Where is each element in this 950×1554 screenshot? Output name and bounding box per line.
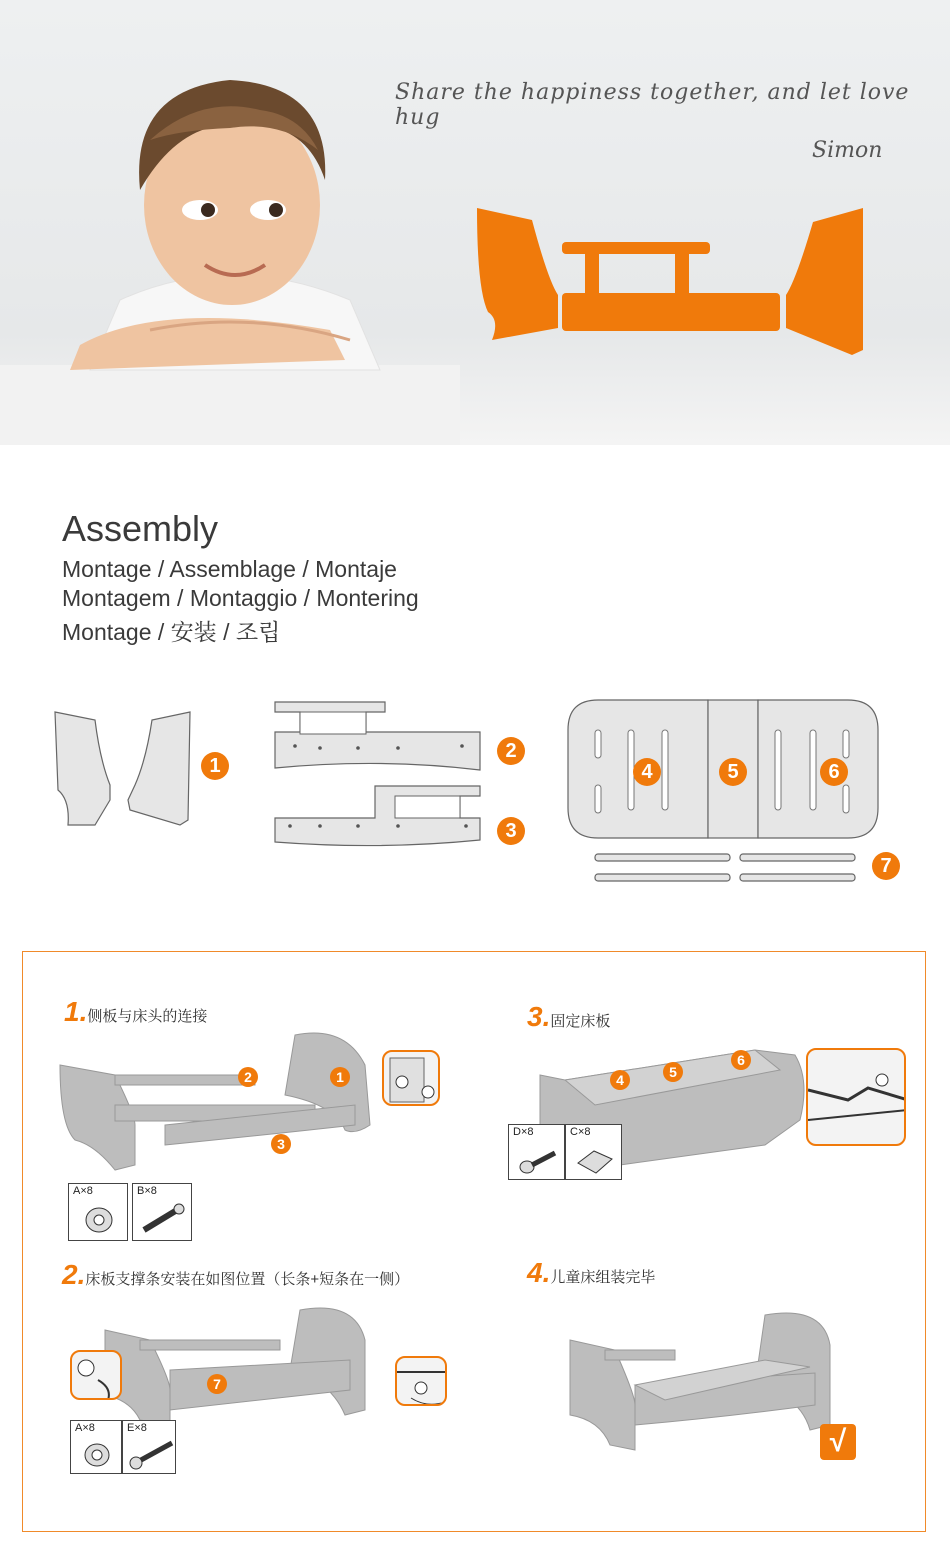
hardware-a-box-step1 xyxy=(68,1183,128,1241)
long-bolt-icon xyxy=(127,1437,175,1471)
hero-banner xyxy=(0,0,950,445)
hardware-b-box xyxy=(132,1183,192,1241)
hardware-e-label: E×8 xyxy=(127,1422,147,1434)
step-1-label-2: 2 xyxy=(238,1067,258,1087)
part-label-1: 1 xyxy=(201,752,229,780)
step-2-heading xyxy=(62,1259,409,1291)
part-label-3: 3 xyxy=(497,817,525,845)
step-1-text: 侧板与床头的连接 xyxy=(87,1008,208,1025)
assembly-subtitle-line-1: Montage / Assemblage / Montaje xyxy=(62,556,397,582)
cam-bolt-icon xyxy=(139,1202,189,1236)
step-4-illustration xyxy=(565,1305,835,1455)
step-4-heading xyxy=(527,1257,655,1289)
part-label-6: 6 xyxy=(820,758,848,786)
step-1-illustration xyxy=(55,1025,375,1175)
hardware-d-label: D×8 xyxy=(513,1126,534,1138)
step-3-number: 3. xyxy=(527,1001,551,1032)
step-4-number: 4. xyxy=(527,1257,551,1288)
hero-tagline: Share the happiness together, and let love hug xyxy=(395,80,910,130)
screw-icon xyxy=(517,1143,559,1177)
step-2-label-7: 7 xyxy=(207,1374,227,1394)
part-label-5: 5 xyxy=(719,758,747,786)
step-4-text: 儿童床组装完毕 xyxy=(550,1269,656,1286)
hardware-c-box xyxy=(565,1124,622,1180)
step-3-label-5: 5 xyxy=(663,1062,683,1082)
hardware-d-box xyxy=(508,1124,565,1180)
step-1-number: 1. xyxy=(64,996,88,1027)
bracket-icon xyxy=(574,1143,616,1177)
step-1-label-3: 3 xyxy=(271,1134,291,1154)
hardware-a-label-step2: A×8 xyxy=(75,1422,95,1434)
hardware-a-box-step2 xyxy=(70,1420,122,1474)
step-3-heading xyxy=(527,1001,610,1033)
step-1-label-1: 1 xyxy=(330,1067,350,1087)
step-3-label-6: 6 xyxy=(731,1050,751,1070)
cam-lock-icon xyxy=(81,1202,117,1236)
hardware-b-label: B×8 xyxy=(137,1185,157,1197)
step-2-illustration xyxy=(100,1300,375,1430)
assembly-title: Assembly xyxy=(62,508,219,549)
cam-lock-icon xyxy=(79,1437,115,1471)
step-3-detail-zoom xyxy=(806,1048,906,1146)
step-2-detail-zoom-left xyxy=(70,1350,122,1400)
step-2-detail-zoom-right xyxy=(395,1356,447,1406)
step-1-detail-zoom xyxy=(382,1050,440,1106)
step-2-number: 2. xyxy=(62,1259,86,1290)
hardware-e-box xyxy=(122,1420,176,1474)
step-1-heading xyxy=(64,996,207,1028)
bed-logo-silhouette xyxy=(470,200,870,365)
step-3-label-4: 4 xyxy=(610,1070,630,1090)
assembly-subtitle-line-2: Montagem / Montaggio / Montering xyxy=(62,585,419,611)
part-label-4: 4 xyxy=(633,758,661,786)
hardware-a-label: A×8 xyxy=(73,1185,93,1197)
part-label-7: 7 xyxy=(872,852,900,880)
hero-signature: Simon xyxy=(812,138,883,163)
step-3-text: 固定床板 xyxy=(550,1013,611,1030)
parts-diagram xyxy=(0,690,950,900)
part-label-2: 2 xyxy=(497,737,525,765)
child-photo xyxy=(0,0,460,445)
step-2-text: 床板支撑条安装在如图位置（长条+短条在一侧） xyxy=(85,1271,410,1288)
assembly-subtitle-line-3: Montage / 安装 / 조립 xyxy=(62,619,281,645)
complete-check-icon: √ xyxy=(820,1424,856,1460)
hardware-c-label: C×8 xyxy=(570,1126,591,1138)
